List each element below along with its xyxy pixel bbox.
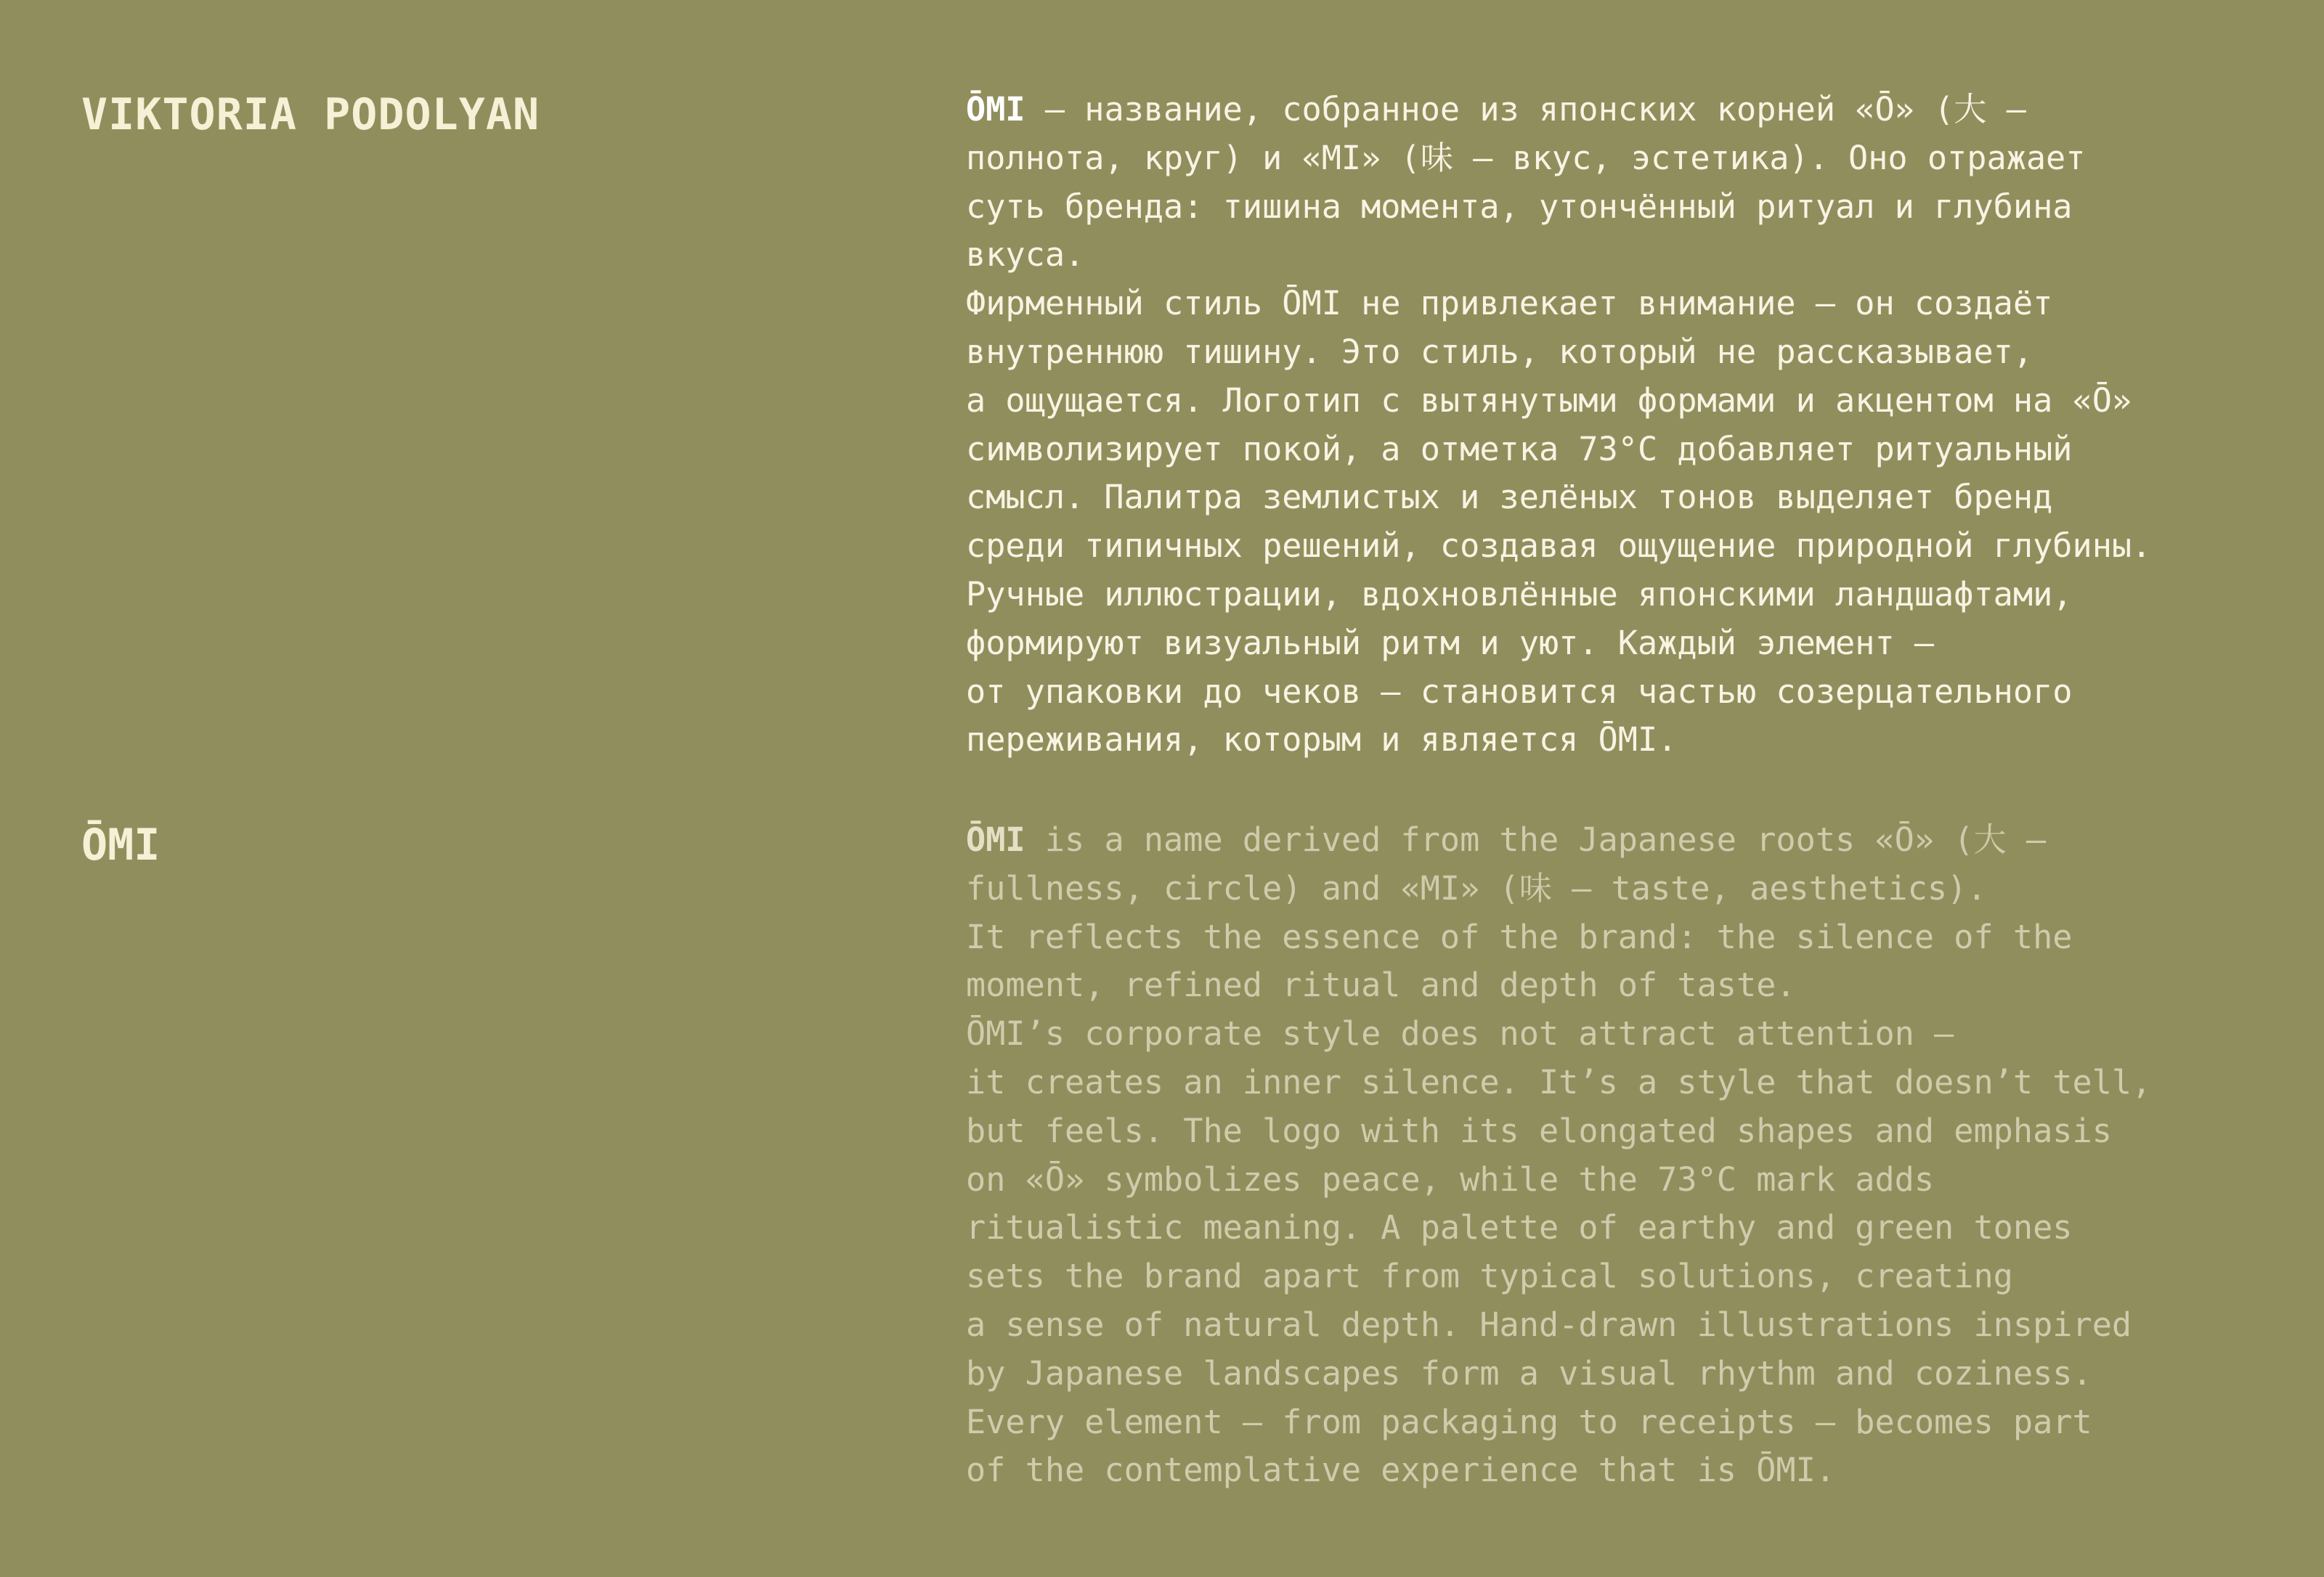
paragraph-line: it creates an inner silence. It’s a style that doesn’t tell, [966, 1062, 2152, 1101]
author-name: VIKTORIA PODOLYAN [81, 89, 540, 140]
paragraph-line: moment, refined ritual and depth of taste. [966, 966, 1796, 1005]
paragraph-line: sets the brand apart from typical solutions, creating [966, 1257, 2013, 1296]
paragraph-line: a sense of natural depth. Hand-drawn illustrations inspired [966, 1305, 2132, 1344]
paragraph-line: fullness, circle) and «MI» (味 — taste, aesthetics). [966, 868, 1987, 908]
paragraph-line: полнота, круг) и «MI» (味 — вкус, эстетика). Оно отражает [966, 138, 2086, 177]
paragraph-line: ŌMI’s corporate style does not attract attention — [966, 1014, 1954, 1054]
paragraph-line: от упаковки до чеков — становится частью созерцательного [966, 672, 2073, 711]
paragraph-line: of the contemplative experience that is ŌMI. [966, 1451, 1836, 1490]
paragraph-line: переживания, которым и является ŌMI. [966, 720, 1678, 759]
paragraph-line [966, 816, 2295, 865]
line-text: is a name derived from the Japanese roots «Ō» (大 — [1025, 820, 2047, 859]
paragraph-line: Every element — from packaging to receipts — becomes part [966, 1402, 2092, 1441]
brand-lead: ŌMI [966, 820, 1025, 859]
paragraph-line: формируют визуальный ритм и уют. Каждый элемент — [966, 623, 1935, 662]
paragraph-line: среди типичных решений, создавая ощущение природной глубины. [966, 526, 2152, 566]
paragraph-line: ritualistic meaning. A palette of earthy and green tones [966, 1208, 2073, 1247]
description-english [966, 816, 2295, 1495]
paragraph-line: а ощущается. Логотип с вытянутыми формами и акцентом на «Ō» [966, 380, 2132, 420]
paragraph-line: Ручные иллюстрации, вдохновлённые японскими ландшафтами, [966, 574, 2073, 614]
paragraph-line: by Japanese landscapes form a visual rhythm and coziness. [966, 1353, 2092, 1393]
paragraph-line: It reflects the essence of the brand: the silence of the [966, 917, 2073, 956]
paragraph-line: on «Ō» symbolizes peace, while the 73°C mark adds [966, 1160, 1935, 1199]
paragraph-line: символизирует покой, а отметка 73°С добавляет ритуальный [966, 429, 2073, 468]
paragraph-line: внутреннюю тишину. Это стиль, который не рассказывает, [966, 332, 2033, 371]
brand-lead: ŌMI [966, 90, 1025, 129]
paragraph-line: вкуса. [966, 235, 1085, 274]
paragraph-line [966, 86, 2295, 134]
paragraph-line: Фирменный стиль ŌMI не привлекает внимание — он создаёт [966, 284, 2053, 323]
brand-name: ŌMI [81, 820, 161, 871]
paragraph-line: but feels. The logo with its elongated shapes and emphasis [966, 1111, 2112, 1150]
line-text: — название, собранное из японских корней «Ō» (大 — [1025, 90, 2026, 129]
paragraph-line: смысл. Палитра землистых и зелёных тонов выделяет бренд [966, 478, 2053, 517]
description-russian [966, 86, 2295, 765]
paragraph-line: суть бренда: тишина момента, утончённый ритуал и глубина [966, 187, 2073, 226]
